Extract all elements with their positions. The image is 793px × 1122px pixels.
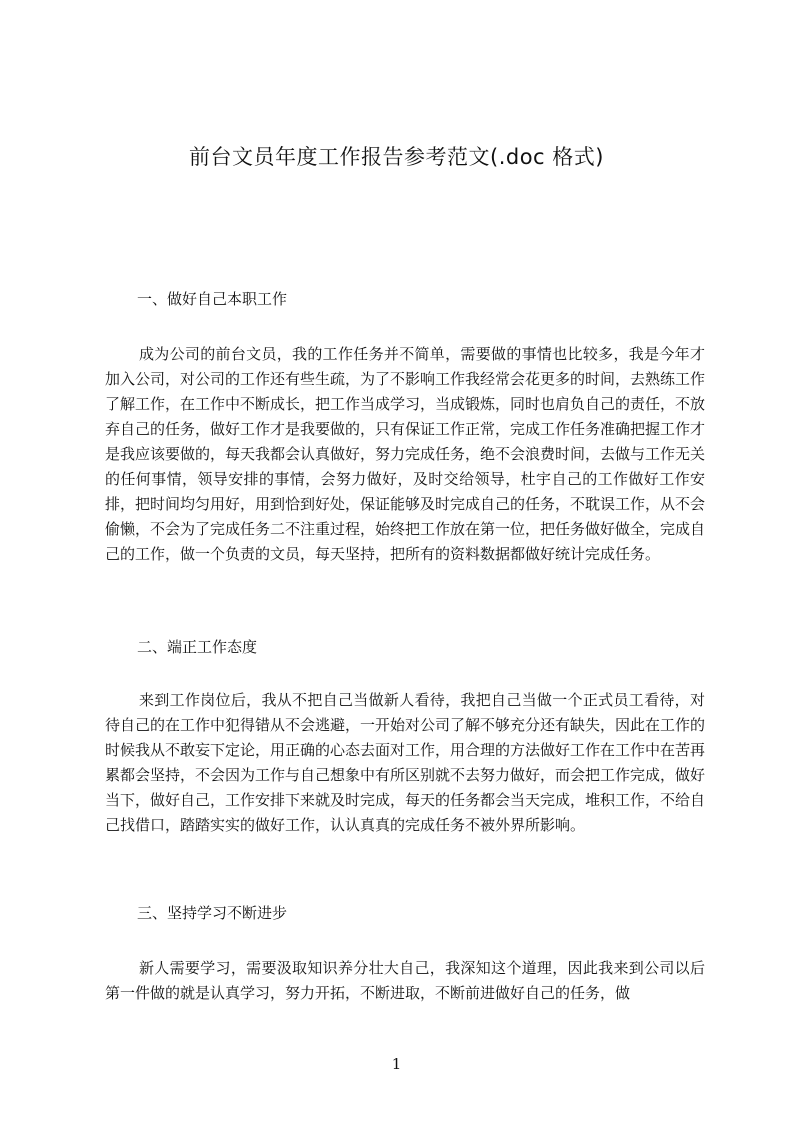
document-title: 前台文员年度工作报告参考范文(.doc 格式) — [189, 145, 604, 169]
section-heading-2: 二、端正工作态度 — [137, 638, 258, 656]
section-heading-1: 一、做好自己本职工作 — [137, 290, 288, 308]
section-heading-3: 三、坚持学习不断进步 — [137, 904, 288, 922]
section-paragraph-1: 成为公司的前台文员，我的工作任务并不简单，需要做的事情也比较多，我是今年才加入公司，对公司的工作还有些生疏，为了不影响工作我经常会花更多的时间，去熟练工作了解工作，在工作中不断成长，把工作当成学习，当成锻炼，同时也肩负自己的责任，不放弃自己的任务，做好工作才是我要做的，只有保证工作正常，完成工作任务准确把握工作才是我应该要做的，每天我都会认真做好，努力完成任务，绝不会浪费时间，去做与工作无关的任何事情，领导安排的事情，会努力做好，及时交给领导，杜宇自己的工作做好工作安排，把时间均匀用好，用到恰到好处，保证能够及时完成自己的任务，不耽误工作，从不会偷懒，不会为了完成任务二不注重过程，始终把工作放在第一位，把任务做好做全，完成自己的工作，做一个负责的文员，每天坚持，把所有的资料数据都做好统计完成任务。 — [105, 345, 706, 563]
page-number: 1 — [391, 1055, 402, 1073]
section-paragraph-3: 新人需要学习，需要汲取知识养分壮大自己，我深知这个道理，因此我来到公司以后第一件做的就是认真学习，努力开拓，不断进取，不断前进做好自己的任务，做 — [105, 959, 705, 1002]
section-paragraph-2: 来到工作岗位后，我从不把自己当做新人看待，我把自己当做一个正式员工看待，对待自己的在工作中犯得错从不会逃避，一开始对公司了解不够充分还有缺失，因此在工作的时候我从不敢妄下定论，用正确的心态去面对工作，用合理的方法做好工作在工作中在苦再累都会坚持，不会因为工作与自己想象中有所区别就不去努力做好，而会把工作完成，做好当下，做好自己，工作安排下来就及时完成，每天的任务都会当天完成，堆积工作，不给自己找借口，踏踏实实的做好工作，认认真真的完成任务不被外界所影响。 — [105, 691, 706, 834]
